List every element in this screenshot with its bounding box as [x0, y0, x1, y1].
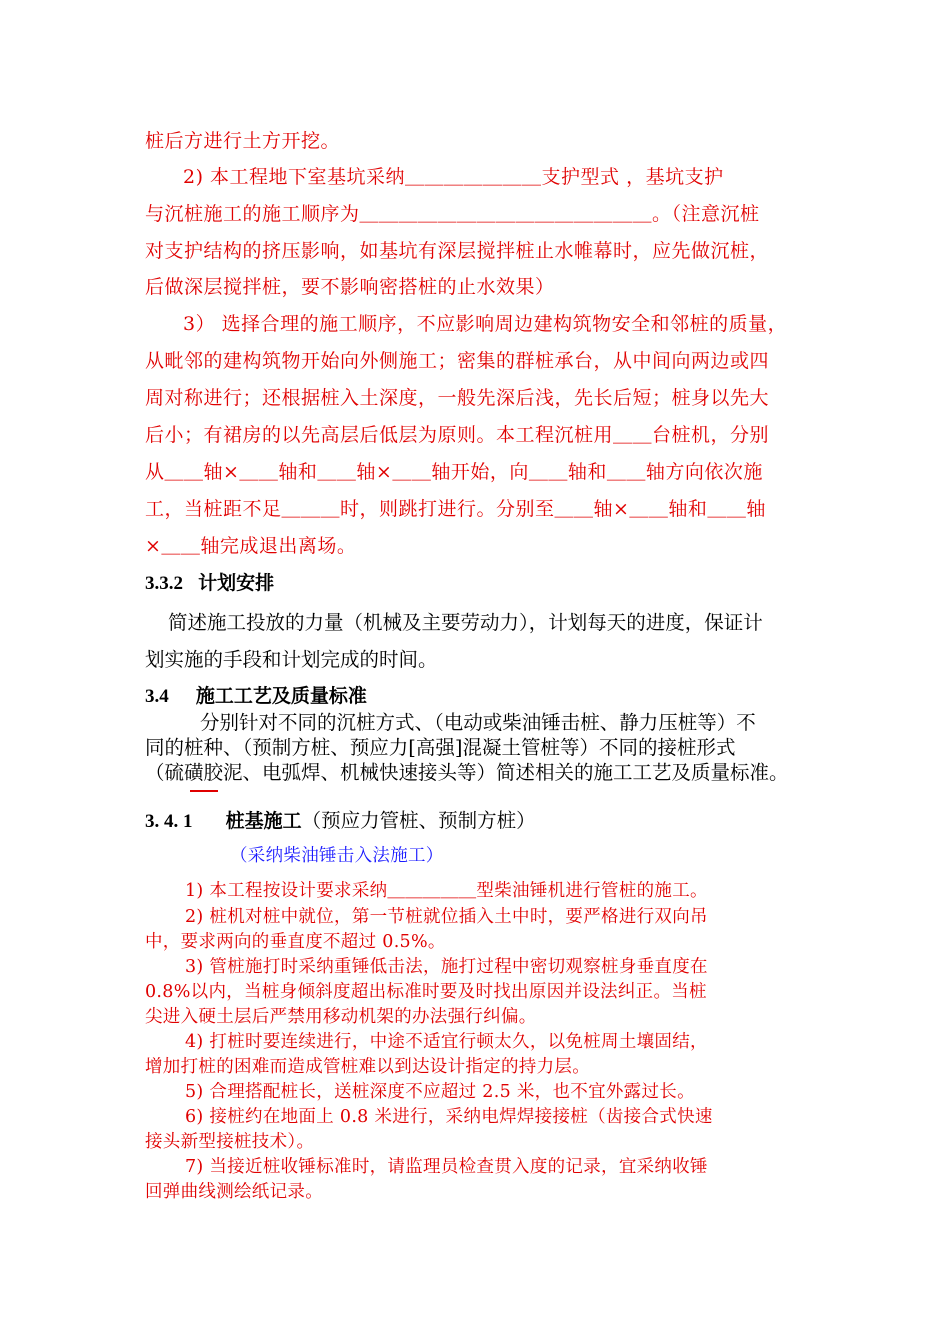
list-item: 4) 打桩时要连续进行，中途不适宜行顿太久，以免桩周土壤固结，: [185, 1032, 708, 1052]
list-item: 7) 当接近桩收锤标准时，请监理员检查贯入度的记录，宜采纳收锤: [185, 1157, 708, 1177]
item-3-line: ×＿＿轴完成退出离场。: [145, 535, 357, 557]
paragraph-line: 同的桩种、（预制方桩、预应力[高强]混凝土管桩等）不同的接桩形式: [145, 736, 736, 759]
item-3-line: 后小；有裙房的以先高层后低层为原则。本工程沉桩用＿＿台桩机，分别: [145, 424, 770, 446]
item-2-line: 与沉桩施工的施工顺序为＿＿＿＿＿＿＿＿＿＿＿＿＿＿＿。（注意沉桩: [145, 203, 760, 225]
list-item: 尖进入硬土层后严禁用移动机架的办法强行纠偏。: [145, 1007, 537, 1027]
list-item: 1) 本工程按设计要求采纳＿＿＿＿＿型柴油锤机进行管桩的施工。: [185, 881, 708, 901]
list-item: 接头新型接桩技术）。: [145, 1132, 315, 1152]
paragraph-line: 简述施工投放的力量（机械及主要劳动力），计划每天的进度，保证计: [168, 611, 763, 634]
list-item: 6) 接桩约在地面上 0.8 米进行，采纳电焊焊接接桩（齿接合式快速: [185, 1107, 713, 1127]
list-item: 增加打桩的困难而造成管桩难以到达设计指定的持力层。: [145, 1057, 590, 1077]
list-item: 0.8%以内，当桩身倾斜度超出标准时要及时找出原因并设法纠正。当桩: [145, 982, 707, 1002]
item-2-line: 后做深层搅拌桩，要不影响密搭桩的止水效果）: [145, 276, 555, 298]
paragraph-line: （硫磺胶泥、电弧焊、机械快速接头等）简述相关的施工工艺及质量标准。: [145, 761, 789, 784]
section-heading-341: [145, 805, 865, 833]
red-divider: [190, 790, 218, 792]
paragraph-line: 桩后方进行土方开挖。: [145, 130, 341, 152]
section-heading-34: [145, 681, 865, 708]
heading-number: 3.3.2: [145, 573, 183, 594]
list-item: 中，要求两向的垂直度不超过 0.5%。: [145, 932, 446, 952]
heading-paren: （预应力管桩、预制方桩）: [301, 809, 536, 832]
heading-title: 计划安排: [198, 573, 275, 594]
item-2-line: 2) 本工程地下室基坑采纳＿＿＿＿＿＿＿支护型式 ，基坑支护: [183, 166, 724, 188]
item-3-line: 从毗邻的建构筑物开始向外侧施工；密集的群桩承台，从中间向两边或四: [145, 350, 770, 372]
section-heading-332: [145, 568, 865, 595]
list-item: 回弹曲线测绘纸记录。: [145, 1182, 323, 1202]
paragraph-line: 划实施的手段和计划完成的时间。: [145, 648, 438, 671]
item-3-line: 工，当桩距不足＿＿＿时，则跳打进行。分别至＿＿轴×＿＿轴和＿＿轴: [145, 498, 766, 520]
heading-number: 3. 4. 1: [145, 811, 193, 832]
item-3-line: 从＿＿轴×＿＿轴和＿＿轴×＿＿轴开始，向＿＿轴和＿＿轴方向依次施: [145, 461, 763, 483]
paragraph-line: 分别针对不同的沉桩方式、（电动或柴油锤击桩、静力压桩等）不: [200, 711, 756, 734]
item-3-line: 周对称进行；还根据桩入土深度，一般先深后浅，先长后短；桩身以先大: [145, 387, 770, 409]
item-2-line: 对支护结构的挤压影响，如基坑有深层搅拌桩止水帷幕时，应先做沉桩，: [145, 240, 770, 262]
heading-number: 3.4: [145, 686, 169, 707]
list-item: 2) 桩机对桩中就位，第一节桩就位插入土中时，要严格进行双向吊: [185, 907, 708, 927]
list-item: 3) 管桩施打时采纳重锤低击法，施打过程中密切观察桩身垂直度在: [185, 957, 708, 977]
heading-title: 施工工艺及质量标准: [195, 686, 367, 707]
item-3-line: 3） 选择合理的施工顺序，不应影响周边建构筑物安全和邻桩的质量，: [183, 313, 788, 335]
heading-title: 桩基施工: [225, 811, 302, 832]
method-note: （采纳柴油锤击入法施工）: [230, 846, 444, 866]
list-item: 5) 合理搭配桩长，送桩深度不应超过 2.5 米，也不宜外露过长。: [185, 1082, 695, 1102]
